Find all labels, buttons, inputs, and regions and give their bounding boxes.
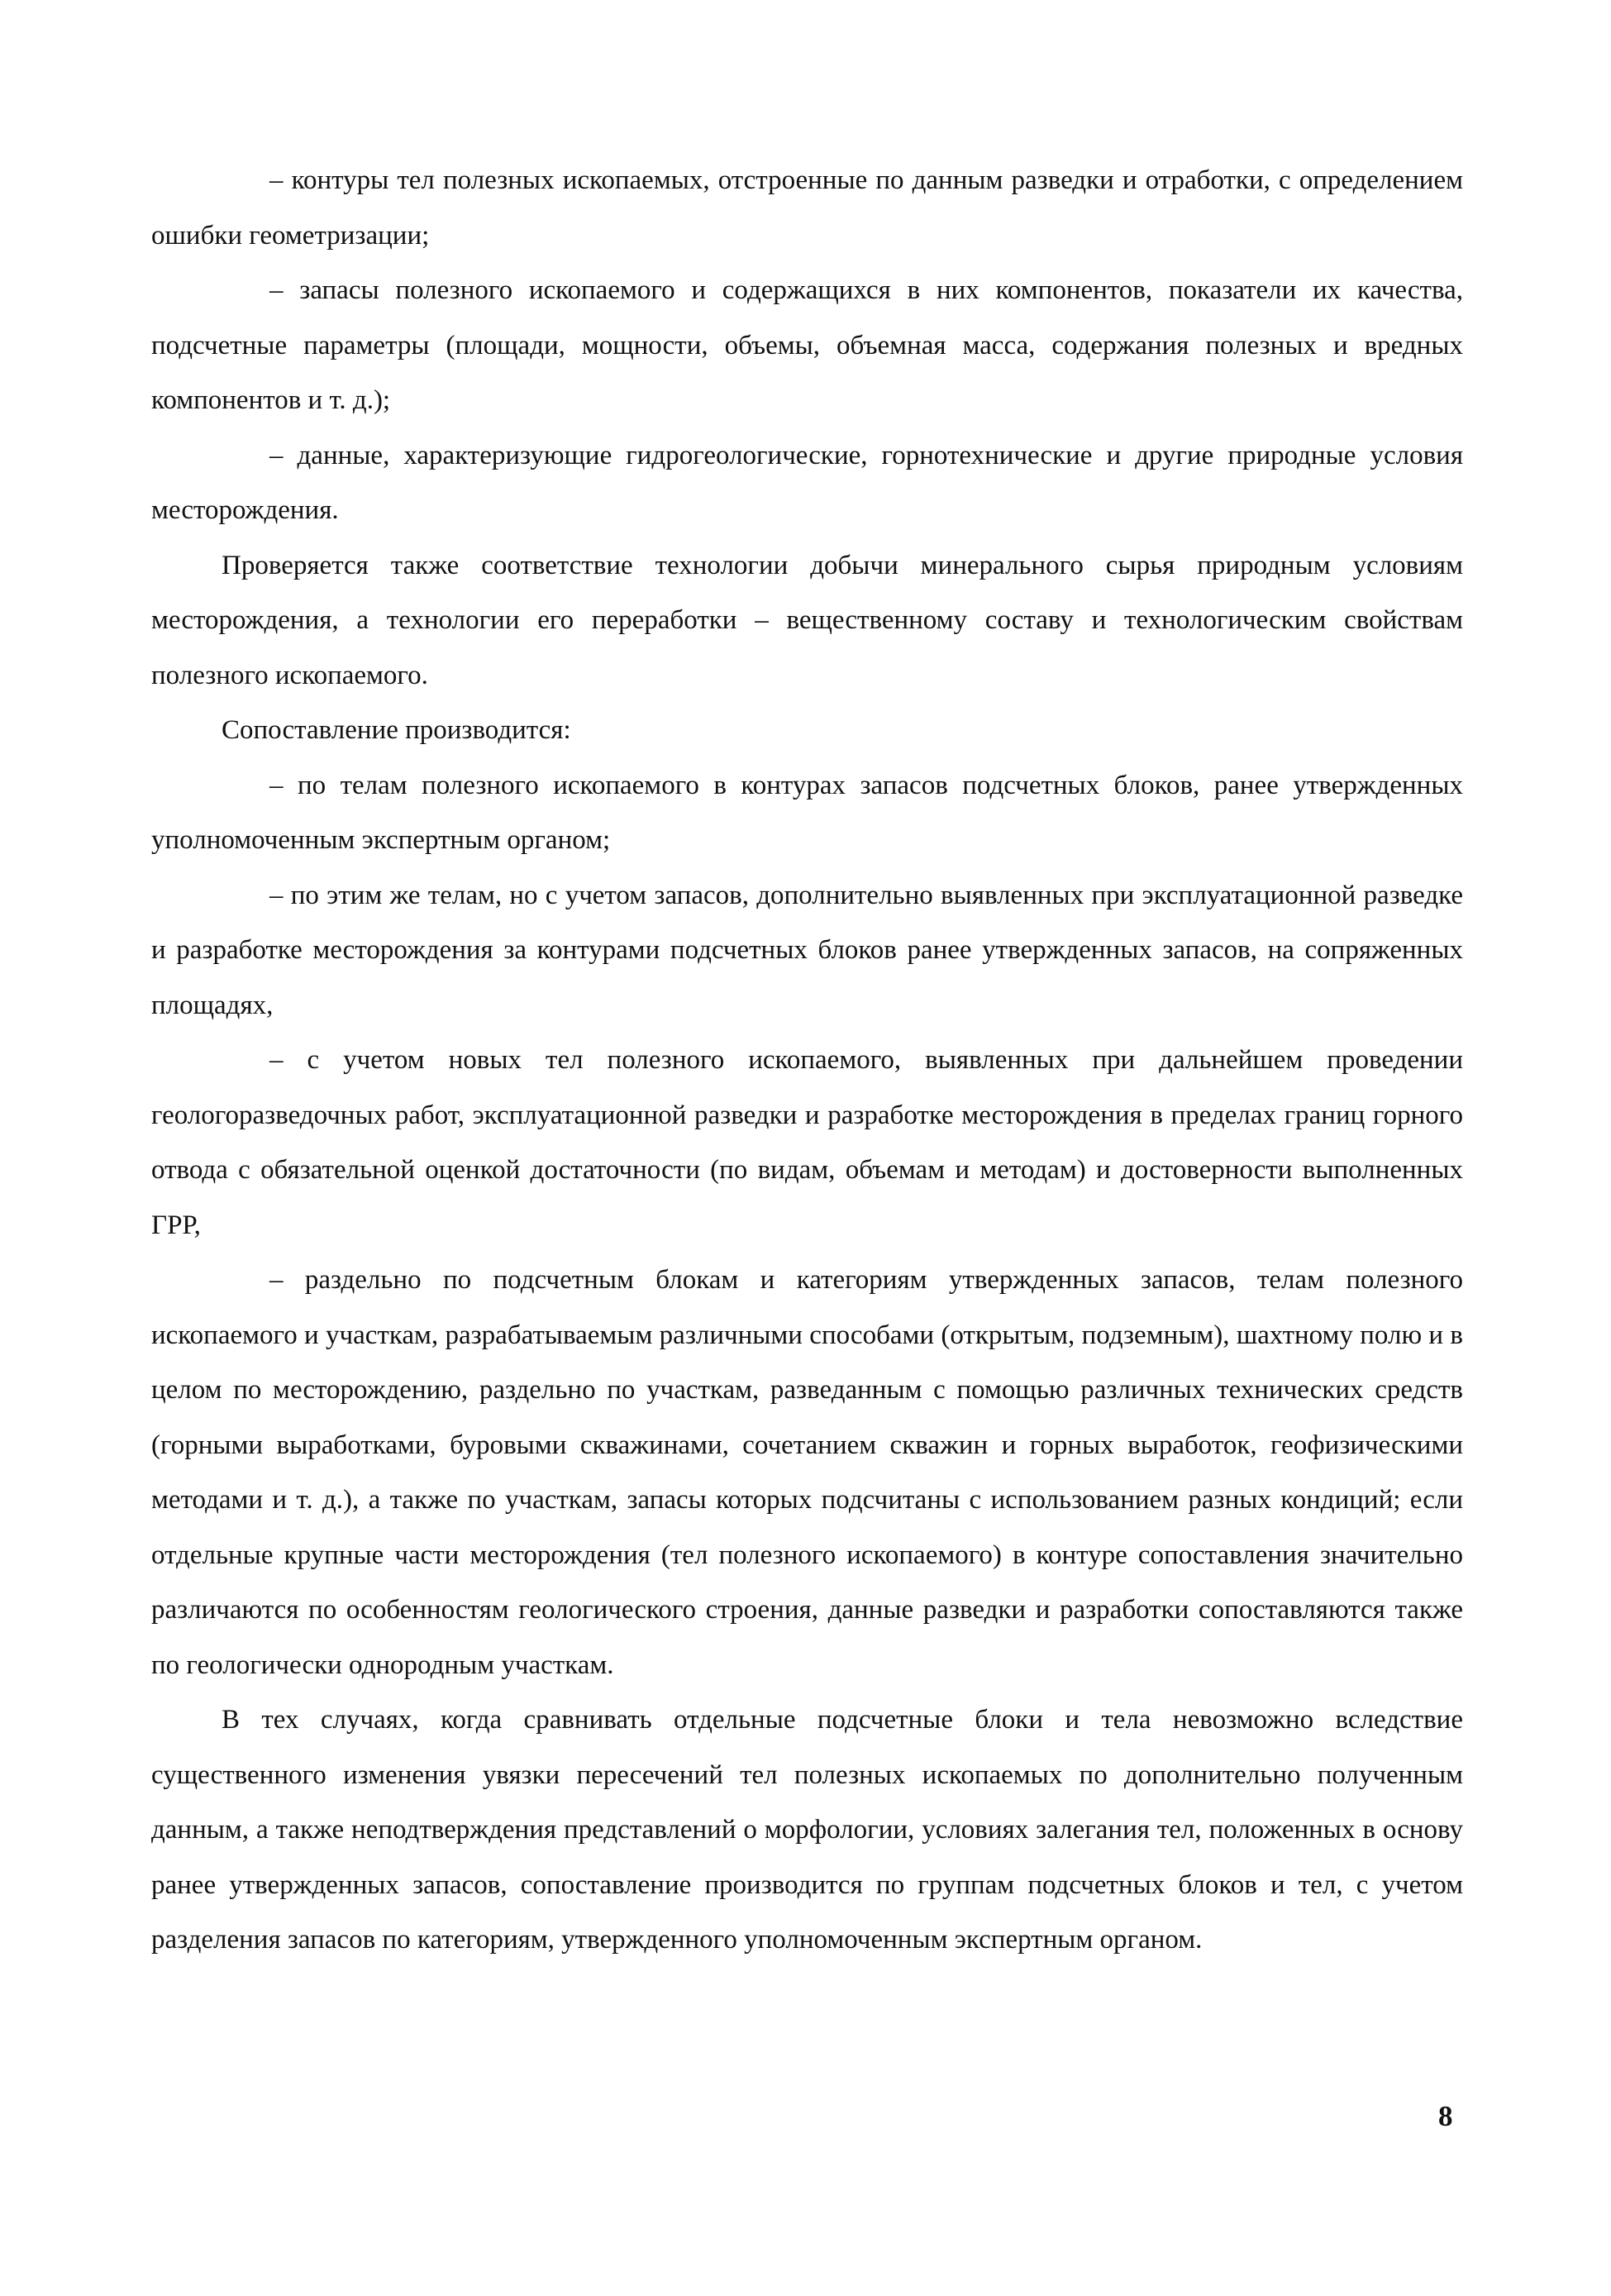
paragraph-comparison-blocks: – по телам полезного ископаемого в контурах запасов подсчетных блоков, ранее утвержденных уполномоченным экспертным органом; (151, 770, 1463, 855)
paragraph-natural-conditions: – данные, характеризующие гидрогеологические, горнотехнические и другие природные условия месторождения. (151, 440, 1463, 525)
document-body (151, 153, 1463, 1968)
paragraph-reserves: – запасы полезного ископаемого и содержащихся в них компонентов, показатели их качества, подсчетные параметры (площади, мощности, объемы, объемная масса, содержания полезных и вредных компонентов и т. д.); (151, 275, 1463, 415)
paragraph-comparison-additional: – по этим же телам, но с учетом запасов, дополнительно выявленных при эксплуатационной разведке и разработке месторождения за контурами подсчетных блоков ранее утвержденных запасов, на сопряженных площадях, (151, 880, 1463, 1020)
paragraph-comparison-intro: Сопоставление производится: (222, 715, 571, 745)
paragraph-geometry-contours: – контуры тел полезных ископаемых, отстроенные по данным разведки и отработки, с определением ошибки геометризации; (151, 165, 1463, 251)
paragraph-technology-check: Проверяется также соответствие технологии добычи минерального сырья природным условиям месторождения, а технологии его переработки – вещественному составу и технологическим свойствам полезного ископаемого. (151, 550, 1463, 690)
page-number: 8 (1438, 2100, 1453, 2132)
paragraph-comparison-separately: – раздельно по подсчетным блокам и категориям утвержденных запасов, телам полезного ископаемого и участкам, разрабатываемым различными способами (открытым, подземным), шахтному полю и в целом по месторождению, раздельно по участкам, разведанным с помощью различных технических средств (горными выработками, буровыми скважинами, сочетанием скважин и горных выработок, геофизическими методами и т. д.), а также по участкам, запасы которых подсчитаны с использованием разных кондиций; если отдельные крупные части месторождения (тел полезного ископаемого) в контуре сопоставления значительно различаются по особенностям геологического строения, данные разведки и разработки сопоставляются также по геологически однородным участкам. (151, 1265, 1463, 1680)
paragraph-comparison-new-bodies: – с учетом новых тел полезного ископаемого, выявленных при дальнейшем проведении геологоразведочных работ, эксплуатационной разведки и разработке месторождения в пределах границ горного отвода с обязательной оценкой достаточности (по видам, объемам и методам) и достоверности выполненных ГРР, (151, 1045, 1463, 1240)
paragraph-group-comparison: В тех случаях, когда сравнивать отдельные подсчетные блоки и тела невозможно вследствие существенного изменения увязки пересечений тел полезных ископаемых по дополнительно полученным данным, а также неподтверждения представлений о морфологии, условиях залегания тел, положенных в основу ранее утвержденных запасов, сопоставление производится по группам подсчетных блоков и тел, с учетом разделения запасов по категориям, утвержденного уполномоченным экспертным органом. (151, 1705, 1463, 1955)
